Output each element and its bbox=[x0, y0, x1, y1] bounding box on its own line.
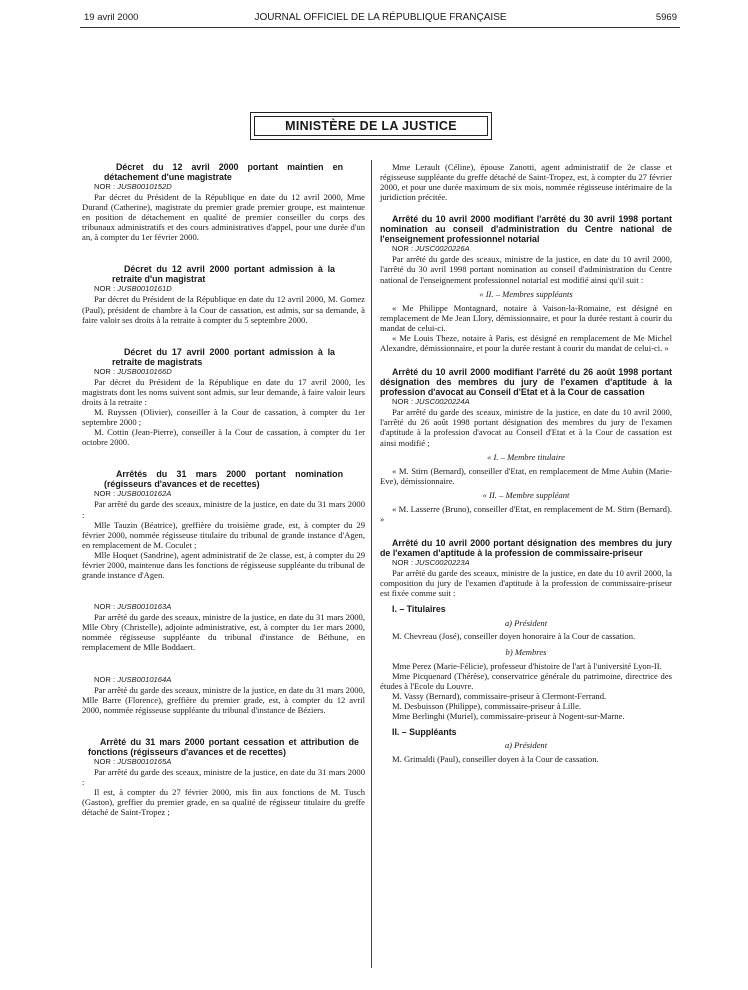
paragraph: Par arrêté du garde des sceaux, ministre de la justice, en date du 31 mars 2000 : bbox=[82, 499, 365, 520]
section-title: Décret du 17 avril 2000 portant admission à la retraite de magistrats bbox=[112, 346, 335, 367]
nor-reference: NOR : JUSC0020226A bbox=[392, 244, 470, 254]
nor-reference: NOR : JUSB0010165A bbox=[94, 756, 172, 766]
paragraph: Par arrêté du garde des sceaux, ministre de la justice, en date du 10 avril 2000, l'arrêté du 26 août 1998 portant désignation des membres du jury de l'examen d'aptitude à la profession d'avocat au Conseil d'Etat et à la Cour de cassation est ainsi modifié ; bbox=[380, 407, 672, 448]
paragraph: Mlle Hoquet (Sandrine), agent administratif de 2e classe, est, à compter du 29 février 2000, maintenue dans les fonctions de régisseuse suppléante du tribunal de grande instance d'Agen. bbox=[82, 549, 365, 581]
section-title: Décret du 12 avril 2000 portant maintien en détachement d'une magistrate bbox=[104, 162, 343, 182]
section-title: Décret du 12 avril 2000 portant admission à la retraite d'un magistrat bbox=[112, 264, 335, 285]
paragraph: M. Desbuisson (Philippe), commissaire-priseur à Lille. bbox=[392, 701, 582, 712]
paragraph: M. Vassy (Bernard), commissaire-priseur à Clermont-Ferrand. bbox=[392, 691, 607, 702]
nor-reference: NOR : JUSB0010161D bbox=[94, 284, 172, 294]
page-header bbox=[84, 10, 677, 26]
paragraph: Par arrêté du garde des sceaux, ministre de la justice, en date du 31 mars 2000, Mlle Obry (Christelle), adjointe administrative, est, à compter du 1er mars 2000, nommée régisseuse suppléante du tribunal d'instance de Béthune, en remplacement de Mlle Boddaert. bbox=[82, 612, 365, 653]
section-title: Arrêté du 10 avril 2000 portant désignation des membres du jury de l'examen d'aptitude à la profession de commissaire-priseur bbox=[380, 538, 672, 559]
ministry-title: MINISTÈRE DE LA JUSTICE bbox=[254, 116, 488, 136]
column-divider bbox=[371, 160, 372, 968]
paragraph: Mme Perez (Marie-Félicie), professeur d'histoire de l'art à l'université Lyon-II. bbox=[392, 660, 662, 671]
paragraph: Par arrêté du garde des sceaux, ministre de la justice, en date du 31 mars 2000 : bbox=[82, 766, 365, 787]
paragraph: M. Ruyssen (Olivier), conseiller à la Cour de cassation, à compter du 1er septembre 2000 ; bbox=[82, 407, 365, 428]
nor-reference: NOR : JUSC0020223A bbox=[392, 558, 470, 568]
nor-reference: NOR : JUSB0010166D bbox=[94, 366, 172, 376]
nor-reference: NOR : JUSB0010164A bbox=[94, 674, 172, 684]
paragraph: M. Cottin (Jean-Pierre), conseiller à la Cour de cassation, à compter du 1er octobre 2000. bbox=[82, 427, 365, 448]
section-title: Arrêté du 10 avril 2000 modifiant l'arrêté du 26 août 1998 portant désignation des membres du jury de l'examen d'aptitude à la profession d'avocat au Conseil d'Etat et à la Cour de cassation bbox=[380, 367, 672, 398]
header-journal-title: JOURNAL OFFICIEL DE LA RÉPUBLIQUE FRANÇAISE bbox=[254, 12, 507, 23]
paragraph: Par décret du Président de la République en date du 17 avril 2000, les magistrats dont les noms suivent sont admis, sur leur demande, à faire valoir leurs droits à la retraite : bbox=[82, 376, 365, 407]
paragraph: Mlle Tauzin (Béatrice), greffière du troisième grade, est, à compter du 29 février 2000, nommée régisseuse titulaire du tribunal de grande instance d'Agen, en remplacement de M. Coculet ; bbox=[82, 519, 365, 550]
ministry-box bbox=[250, 112, 492, 140]
subheading: a) Président bbox=[504, 617, 548, 628]
paragraph: « II. – Membres suppléants bbox=[479, 288, 573, 299]
section-title: Arrêtés du 31 mars 2000 portant nomination (régisseurs d'avances et de recettes) bbox=[104, 469, 343, 490]
paragraph: « M. Lasserre (Bruno), conseiller d'Etat, en remplacement de M. Stirn (Bernard). » bbox=[380, 503, 672, 525]
header-date: 19 avril 2000 bbox=[84, 12, 139, 23]
paragraph: « I. – Membre titulaire bbox=[487, 451, 565, 462]
paragraph: « II. – Membre suppléant bbox=[482, 489, 570, 500]
header-page-number: 5969 bbox=[655, 12, 677, 23]
nor-reference: NOR : JUSB0010162A bbox=[94, 489, 172, 499]
section-title: Arrêté du 10 avril 2000 modifiant l'arrêté du 30 avril 1998 portant nomination au conseil d'administration du Centre national de l'enseignement professionnel notarial bbox=[380, 214, 672, 245]
paragraph: Par arrêté du garde des sceaux, ministre de la justice, en date du 10 avril 2000, la composition du jury de l'examen d'aptitude à la profession de commissaire-priseur est fixée comme suit : bbox=[380, 568, 672, 599]
paragraph: « Me Philippe Montagnard, notaire à Vaison-la-Romaine, est désigné en remplacement de Me Jean Llory, démissionnaire, et pour la durée restant à courir du mandat de celui-ci. bbox=[380, 302, 672, 333]
subheading: b) Membres bbox=[505, 646, 547, 657]
paragraph: M. Grimaldi (Paul), conseiller doyen à la Cour de cassation. bbox=[392, 753, 599, 764]
paragraph: Par décret du Président de la République en date du 12 avril 2000, M. Gomez (Paul), président de chambre à la Cour de cassation, est admis, sur sa demande, à faire valoir ses droits à la retraite à compter du 5 septembre 2000. bbox=[82, 294, 365, 325]
paragraph: Par arrêté du garde des sceaux, ministre de la justice, en date du 31 mars 2000, Mlle Barre (Florence), greffière du premier grade, est, à compter du 12 avril 2000, nommée régisseuse suppléante du tribunal d'instance de Béziers. bbox=[82, 684, 365, 715]
section-title: Arrêté du 31 mars 2000 portant cessation et attribution de fonctions (régisseurs d'avances et de recettes) bbox=[88, 736, 359, 757]
paragraph: Par décret du Président de la République en date du 12 avril 2000, Mme Durand (Catherine), magistrate du premier grade premier groupe, est maintenue en position de détachement en qualité de premier conseiller du corps des tribunaux administratifs et des cours administratives d'appel, pour une durée d'un an, à compter du 1er février 2000. bbox=[82, 192, 365, 243]
paragraph: « M. Stirn (Bernard), conseiller d'Etat, en remplacement de Mme Aubin (Marie-Eve), démissionnaire. bbox=[380, 465, 672, 486]
paragraph: Mme Berlinghi (Muriel), commissaire-priseur à Nogent-sur-Marne. bbox=[392, 711, 625, 722]
paragraph: Mme Lerault (Céline), épouse Zanotti, agent administratif de 2e classe et régisseuse suppléante du greffe détaché de Saint-Tropez, est, à compter du 27 février 2000, et pour une durée maximum de six mois, nommée régisseuse intérimaire de la juridiction précitée. bbox=[380, 162, 672, 203]
paragraph: Il est, à compter du 27 février 2000, mis fin aux fonctions de M. Tusch (Gaston), greffier du premier grade, en sa qualité de régisseur titulaire du greffe détaché de Saint-Tropez ; bbox=[82, 787, 365, 818]
paragraph: M. Chevreau (José), conseiller doyen honoraire à la Cour de cassation. bbox=[392, 630, 636, 641]
subheading: II. – Suppléants bbox=[392, 727, 457, 738]
paragraph: Mme Picquenard (Thérèse), conservatrice générale du patrimoine, directrice des études à l'Ecole du Louvre. bbox=[380, 670, 672, 691]
nor-reference: NOR : JUSB0010163A bbox=[94, 602, 172, 612]
nor-reference: NOR : JUSB0010152D bbox=[94, 182, 172, 191]
right-column bbox=[380, 162, 672, 764]
nor-reference: NOR : JUSC0020224A bbox=[392, 397, 470, 407]
subheading: a) Président bbox=[504, 740, 548, 751]
subheading: I. – Titulaires bbox=[392, 604, 446, 615]
paragraph: « Me Louis Theze, notaire à Paris, est désigné en remplacement de Me Michel Alexandre, démissionnaire, et pour la durée restant à courir du mandat de celui-ci. » bbox=[380, 333, 672, 354]
left-column bbox=[82, 162, 365, 817]
header-rule bbox=[80, 27, 680, 28]
paragraph: Par arrêté du garde des sceaux, ministre de la justice, en date du 10 avril 2000, l'arrêté du 30 avril 1998 portant nomination au conseil d'administration du Centre national de l'enseignement professionnel notarial est modifié ainsi qu'il suit : bbox=[380, 254, 672, 285]
